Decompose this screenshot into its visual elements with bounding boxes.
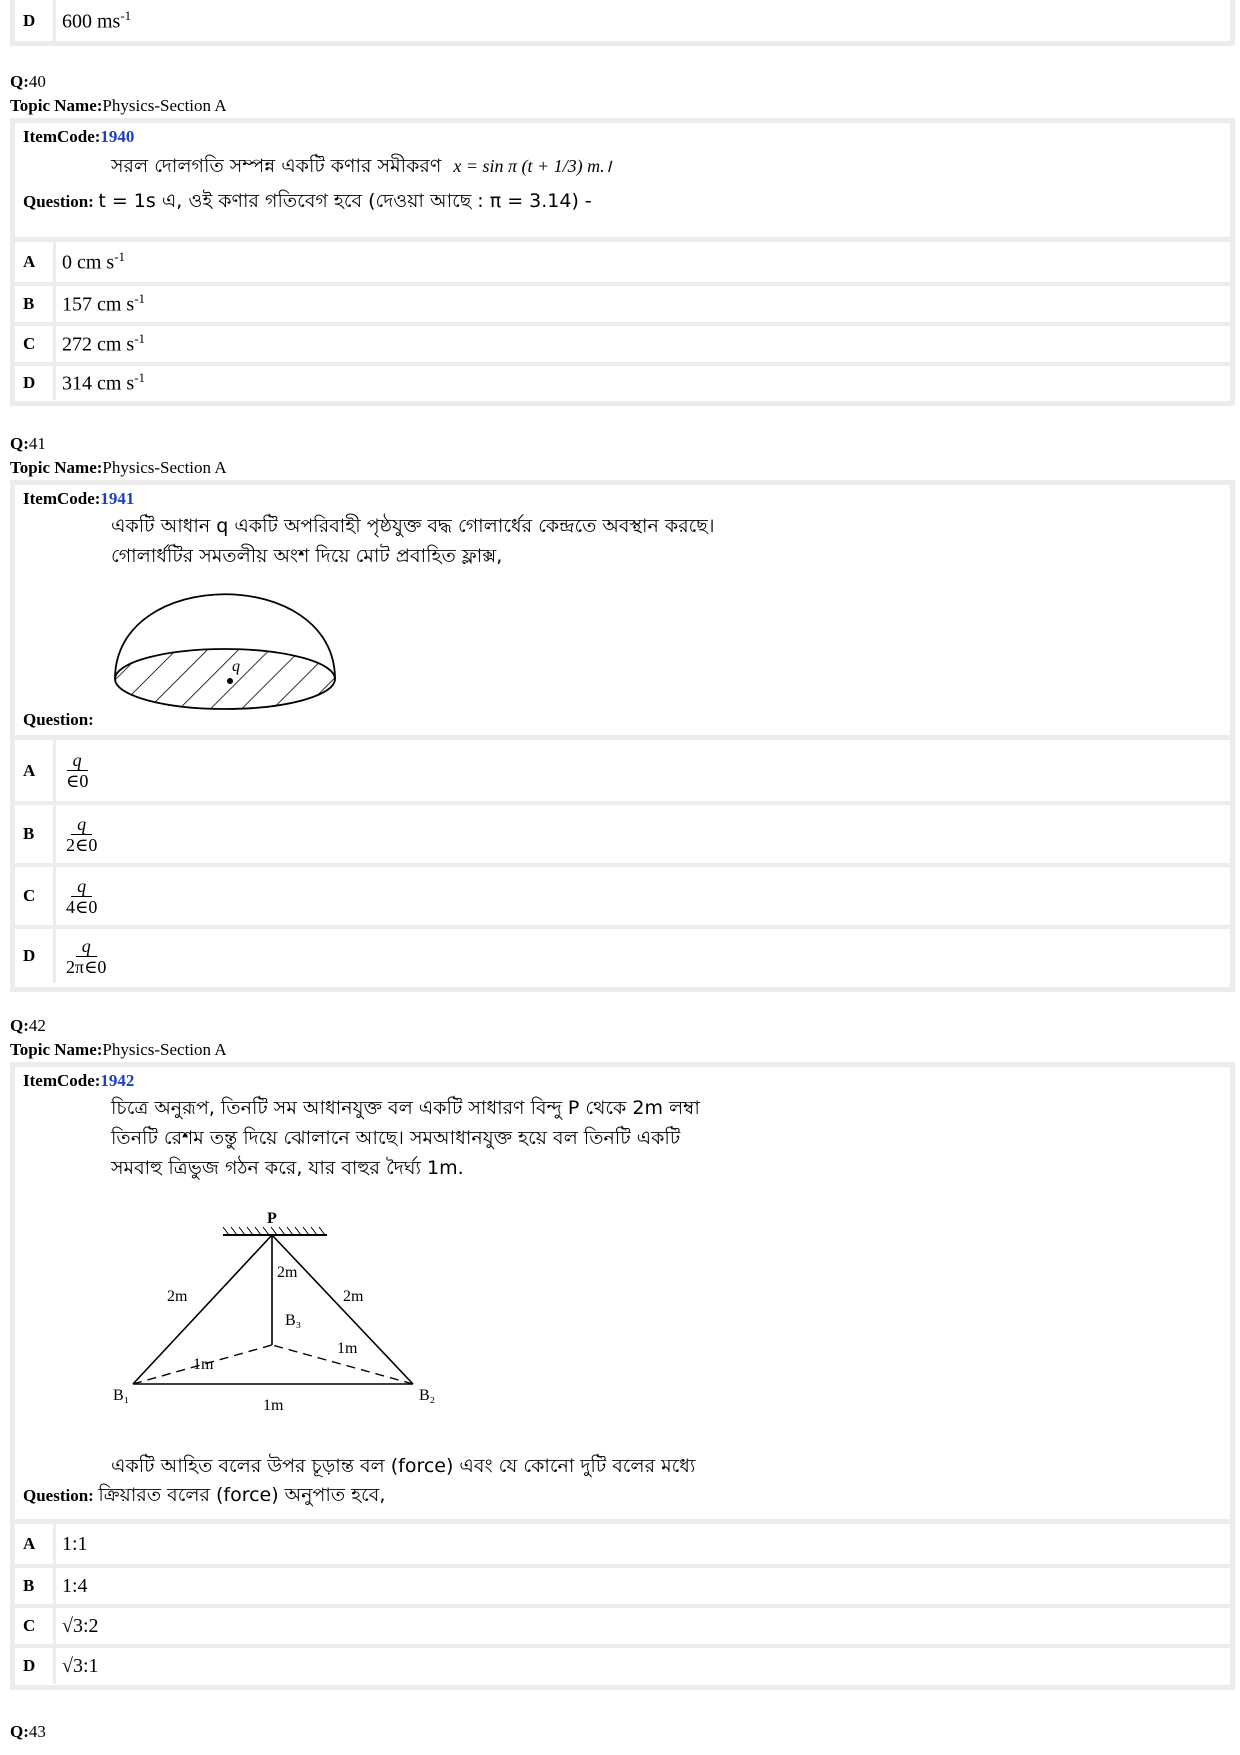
fraction-denominator: 4∈0: [66, 896, 98, 917]
fraction-denominator: ∈0: [66, 771, 89, 791]
question-40-options: [10, 242, 1235, 406]
option-value: [62, 8, 131, 34]
question-42-options: [10, 1524, 1235, 1690]
option-sup: -1: [114, 249, 126, 265]
option-divider: [53, 1568, 56, 1604]
item-code: [23, 1071, 1230, 1091]
option-divider: [53, 1524, 56, 1564]
equation: x = sin π (t + 1/3) m.।: [453, 156, 612, 176]
item-code-label: ItemCode:: [23, 127, 101, 146]
option-sup: -1: [134, 370, 146, 386]
option-letter: B: [23, 294, 35, 313]
hemisphere-figure: [110, 591, 340, 731]
stem-line-2: তিনটি রেশম তন্তু দিয়ে ঝোলানে আছে। সমআধানযুক্ত হয়ে বল তিনটি একটি: [111, 1127, 681, 1149]
option-letter: D: [23, 946, 36, 965]
option-sup: -1: [134, 331, 146, 347]
option-fraction: [62, 750, 92, 791]
stem-line-1: একটি আধান q একটি অপরিবাহী পৃষ্ঠযুক্ত বদ্ধ গোলার্ধের কেন্দ্রতে অবস্থান করছে।: [111, 515, 715, 537]
topic-label: Topic Name:: [10, 1040, 103, 1059]
question-41-options: [10, 740, 1235, 992]
option-text: 0 cm s: [62, 251, 115, 274]
question-label: Question:: [23, 192, 94, 211]
topic-value: Physics-Section A: [102, 96, 227, 115]
option-value: 1:4: [62, 1574, 88, 1597]
option-value: [62, 370, 145, 396]
option-value: √3:1: [62, 1654, 99, 1677]
topic-label: Topic Name:: [10, 96, 103, 115]
option-a[interactable]: [15, 1524, 1230, 1564]
prev-options-box: [10, 0, 1235, 46]
option-sup: -1: [134, 291, 146, 307]
option-value: [62, 331, 145, 357]
fraction-numerator: q: [71, 876, 92, 897]
figure-charge-label: q: [232, 658, 240, 675]
item-code-value: 1942: [100, 1071, 135, 1090]
label-p: P: [267, 1210, 277, 1227]
q-num: 42: [28, 1016, 46, 1035]
question-text: t = 1s এ, ওই কণার গতিবেগ হবে (দেওয়া আছে : π = 3.14) -: [98, 190, 592, 212]
option-divider: [53, 326, 56, 362]
question-label: Question:: [23, 1486, 94, 1505]
option-divider: [53, 805, 56, 863]
option-divider: [53, 1648, 56, 1684]
question-number: [10, 434, 227, 454]
option-b[interactable]: [15, 1564, 1230, 1604]
option-letter: D: [23, 373, 36, 392]
label-b1: B₁: [113, 1387, 130, 1404]
label-2m-right: 2m: [343, 1288, 364, 1305]
topic-label: Topic Name:: [10, 458, 103, 477]
option-divider: [53, 366, 56, 400]
option-letter: D: [23, 1656, 36, 1675]
item-code: [23, 127, 1230, 147]
label-1m-right: 1m: [337, 1340, 358, 1357]
label-1m-left: 1m: [193, 1356, 214, 1373]
option-text: 314 cm s: [62, 372, 135, 395]
option-divider: [53, 0, 56, 41]
option-value: [62, 291, 145, 317]
option-c[interactable]: [15, 322, 1230, 362]
topic-name: [10, 96, 227, 116]
item-code-label: ItemCode:: [23, 1071, 101, 1090]
option-text: 272 cm s: [62, 333, 135, 356]
option-divider: [53, 929, 56, 983]
option-letter: D: [23, 10, 36, 30]
q-num: 43: [28, 1722, 46, 1741]
fraction-denominator: 2π∈0: [66, 956, 107, 977]
q-prefix: Q:: [10, 434, 29, 453]
question-40-stem-box: [10, 118, 1235, 242]
fraction-numerator: q: [67, 750, 88, 771]
option-sup: -1: [120, 7, 132, 23]
label-b2: B₂: [419, 1387, 436, 1404]
topic-name: [10, 458, 227, 478]
question-43-number: [10, 1722, 46, 1742]
option-text: 600 ms: [62, 10, 121, 33]
option-letter: C: [23, 1616, 36, 1635]
q-prefix: Q:: [10, 1016, 29, 1035]
stem-line: সরল দোলগতি সম্পন্ন একটি কণার সমীকরণ: [111, 155, 442, 177]
option-a[interactable]: [15, 740, 1230, 801]
question-41-header: [10, 434, 227, 478]
question-number: [10, 1016, 227, 1036]
option-divider: [53, 242, 56, 282]
q-num: 40: [28, 72, 46, 91]
triangle-figure: [105, 1205, 445, 1435]
option-text: 157 cm s: [62, 293, 135, 316]
option-d[interactable]: [15, 1644, 1230, 1684]
fraction-numerator: q: [71, 814, 92, 835]
item-code-label: ItemCode:: [23, 489, 101, 508]
stem-text: [23, 151, 1230, 181]
stem-line-3: সমবাহু ত্রিভুজ গঠন করে, যার বাহুর দৈর্ঘ্য 1m.: [111, 1157, 464, 1179]
option-letter: C: [23, 334, 36, 353]
option-b[interactable]: [15, 282, 1230, 322]
option-letter: A: [23, 1534, 36, 1553]
label-2m-left: 2m: [167, 1288, 188, 1305]
topic-name: [10, 1040, 227, 1060]
q-num: 41: [28, 434, 46, 453]
option-value: 1:1: [62, 1532, 88, 1555]
option-letter: B: [23, 1576, 35, 1595]
option-fraction: [62, 876, 101, 917]
stem-line-2: গোলার্ধটির সমতলীয় অংশ দিয়ে মোট প্রবাহিত ফ্লাক্স,: [111, 545, 503, 567]
option-divider: [53, 1608, 56, 1644]
q-prefix: Q:: [10, 72, 29, 91]
option-value: √3:2: [62, 1614, 99, 1637]
option-fraction: [62, 814, 101, 855]
label-b3: B₃: [285, 1312, 302, 1329]
fraction-denominator: 2∈0: [66, 834, 98, 855]
stem: [15, 1067, 1230, 1183]
option-divider: [53, 867, 56, 925]
item-code: [23, 489, 1230, 509]
option-letter: B: [23, 824, 35, 843]
label-2m-middle: 2m: [277, 1264, 298, 1281]
topic-value: Physics-Section A: [102, 1040, 227, 1059]
topic-value: Physics-Section A: [102, 458, 227, 477]
option-value: [62, 249, 125, 275]
option-row[interactable]: [15, 0, 1230, 41]
item-code-value: 1941: [100, 489, 135, 508]
question-text: ক্রিয়ারত বলের (force) অনুপাত হবে,: [98, 1484, 386, 1506]
item-code-value: 1940: [100, 127, 135, 146]
stem: [15, 123, 1230, 219]
question-40-header: [10, 72, 227, 116]
option-d[interactable]: [15, 362, 1230, 400]
question-42-stem-box: [10, 1062, 1235, 1524]
option-c[interactable]: [15, 1604, 1230, 1644]
option-letter: A: [23, 252, 36, 271]
question-line-2: [23, 1481, 385, 1513]
fraction-numerator: q: [76, 936, 97, 957]
option-letter: A: [23, 760, 36, 780]
question-41-stem-box: [10, 480, 1235, 740]
stem: [15, 485, 1230, 571]
option-divider: [53, 740, 56, 801]
question-label: Question:: [23, 710, 94, 729]
option-divider: [53, 286, 56, 322]
option-b[interactable]: [15, 801, 1230, 863]
question-42-header: [10, 1016, 227, 1060]
q-prefix: Q:: [10, 1722, 29, 1741]
question-line-1: একটি আহিত বলের উপর চূড়ান্ত বল (force) এবং যে কোনো দুটি বলের মধ্যে: [111, 1455, 696, 1477]
question-number: [10, 72, 227, 92]
label-1m-bottom: 1m: [263, 1397, 284, 1414]
option-d[interactable]: [15, 925, 1230, 983]
option-letter: C: [23, 886, 36, 905]
option-fraction: [62, 936, 110, 977]
option-c[interactable]: [15, 863, 1230, 925]
stem-line-1: চিত্রে অনুরূপ, তিনটি সম আধানযুক্ত বল একটি সাধারণ বিন্দু P থেকে 2m লম্বা: [111, 1097, 700, 1119]
question-line: [23, 187, 1230, 219]
option-a[interactable]: [15, 242, 1230, 282]
